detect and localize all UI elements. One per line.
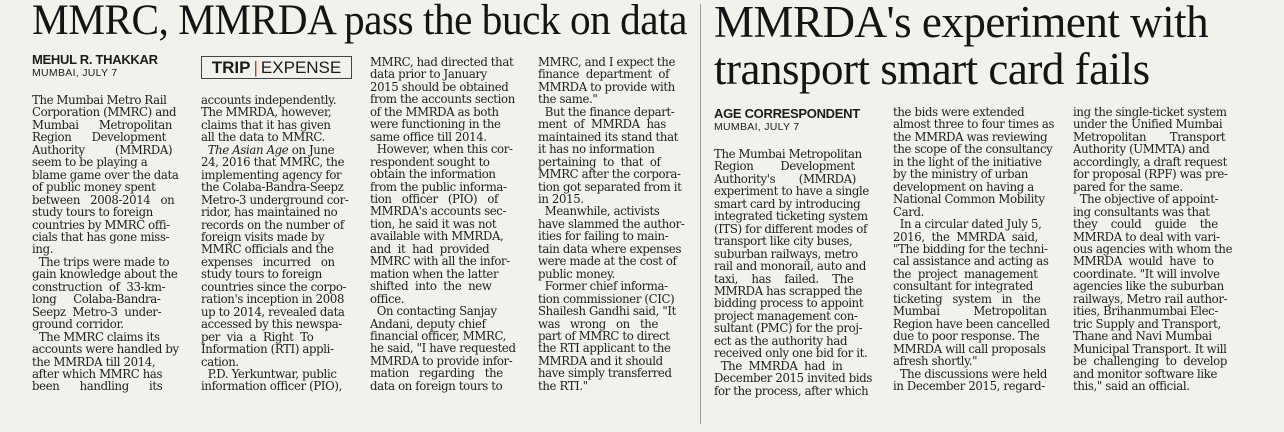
right-column-1: The Mumbai Metropolitan Region Development Authority's (MMRDA) experiment to have a single smart card by introducing integrated ticketing system (ITS) for different modes of transport like city buses, suburban railways, metro rail and monorail, auto and taxi, has failed. The MMRDA has scrapped the bidding process to appoint project management con- sultant (PMC) for the proj- ect as the authority had received only one bid for it. The MMRDA had in December 2015 invited bids for the process, after which xyxy=(714,147,873,398)
right-headline-line-2: transport smart card fails xyxy=(714,44,1150,94)
badge-separator: | xyxy=(253,58,258,77)
article-divider xyxy=(700,4,701,424)
left-column-3: MMRC, had directed that data prior to January 2015 should be obtained from the accounts section of the MMRDA as both were functioning in the same office till 2014. However, when this cor- respondent sought to obtain the information from the public informa- tion officer (PIO) of MMRDA's accounts sec- tion, he said it was not available with MMRDA, and it had provided MMRC with all the infor- mation when the latter shifted into the new office. On contacting Sanjay Andani, deputy chief financial officer, MMRC, he said, "I have requested MMRDA to provide infor- mation regarding the data on foreign tours to xyxy=(370,55,516,393)
badge-trip-label: TRIP xyxy=(211,58,251,77)
left-column-1: The Mumbai Metro Rail Corporation (MMRC) and Mumbai Metropolitan Region Development Authority (MMRDA) seem to be playing a blame game over the data of public money spent between 2008-2014 on study tours to foreign countries by MMRC offi- cials that has gone miss- ing. The trips were made to gain knowledge about the construction of 33-km- long Colaba-Bandra- Seepz Metro-3 under- ground corridor. The MMRC claims its accounts were handled by the MMRDA till 2014, after which MMRC has been handling its xyxy=(32,93,179,394)
right-byline: AGE CORRESPONDENT xyxy=(714,106,860,121)
left-byline: MEHUL R. THAKKAR xyxy=(32,52,158,67)
right-dateline: MUMBAI, JULY 7 xyxy=(714,121,800,133)
left-column-2: accounts independently. The MMRDA, however, claims that it has given all the data to MMRC. The Asian Age on June 24, 2016 that MMRC, the implementing agency for the Colaba-Bandra-Seepz Metro-3 underground cor- ridor, has maintained no records on the number of foreign visits made by MMRC officials and the expenses incurred on study tours to foreign countries since the corpo- ration's inception in 2008 up to 2014, revealed data accessed by this newspa- per via a Right To Information (RTI) appli- cation. P.D. Yerkuntwar, public information officer (PIO), xyxy=(201,93,349,394)
right-column-2: the bids were extended almost three to four times as the MMRDA was reviewing the scope of the consultancy in the light of the initiative by the ministry of urban development on having a National Common Mobility Card. In a circular dated July 5, 2016, the MMRDA said, "The bidding for the techni- cal assistance and acting as the project management consultant for integrated ticketing system in the Mumbai Metropolitan Region have been cancelled due to poor response. The MMRDA will call proposals afresh shortly." The discussions were held in December 2015, regard- xyxy=(893,105,1055,393)
left-dateline: MUMBAI, JULY 7 xyxy=(32,67,118,79)
right-column-3: ing the single-ticket system under the Unified Mumbai Metropolitan Transport Authority (UMMTA) and accordingly, a draft request for proposal (RPF) was pre- pared for the same. The objective of appoint- ing consultants was that they could guide the MMRDA to deal with vari- ous agencies with whom the MMRDA would have to coordinate. "It will involve agencies like the suburban railways, Metro rail author- ities, Brihanmumbai Elec- tric Supply and Transport, Thane and Navi Mumbai Municipal Transport. It will be challenging to develop and monitor software like this," said an official. xyxy=(1073,105,1233,393)
right-headline-line-1: MMRDA's experiment with xyxy=(714,0,1209,47)
left-column-4: MMRC, and I expect the finance department of MMRDA to provide with the same." But the finance depart- ment of MMRDA has maintained its stand that it has no information pertaining to that of MMRC after the corpora- tion got separated from it in 2015. Meanwhile, activists have slammed the author- ities for failing to main- tain data where expenses were made at the cost of public money. Former chief informa- tion commissioner (CIC) Shailesh Gandhi said, "It was wrong on the part of MMRC to direct the RTI applicant to the MMRDA and it should have simply transferred the RTI." xyxy=(538,55,685,393)
badge-expense-label: EXPENSE xyxy=(260,58,342,77)
trip-expense-badge xyxy=(201,56,352,79)
left-headline: MMRC, MMRDA pass the buck on data xyxy=(32,0,687,44)
